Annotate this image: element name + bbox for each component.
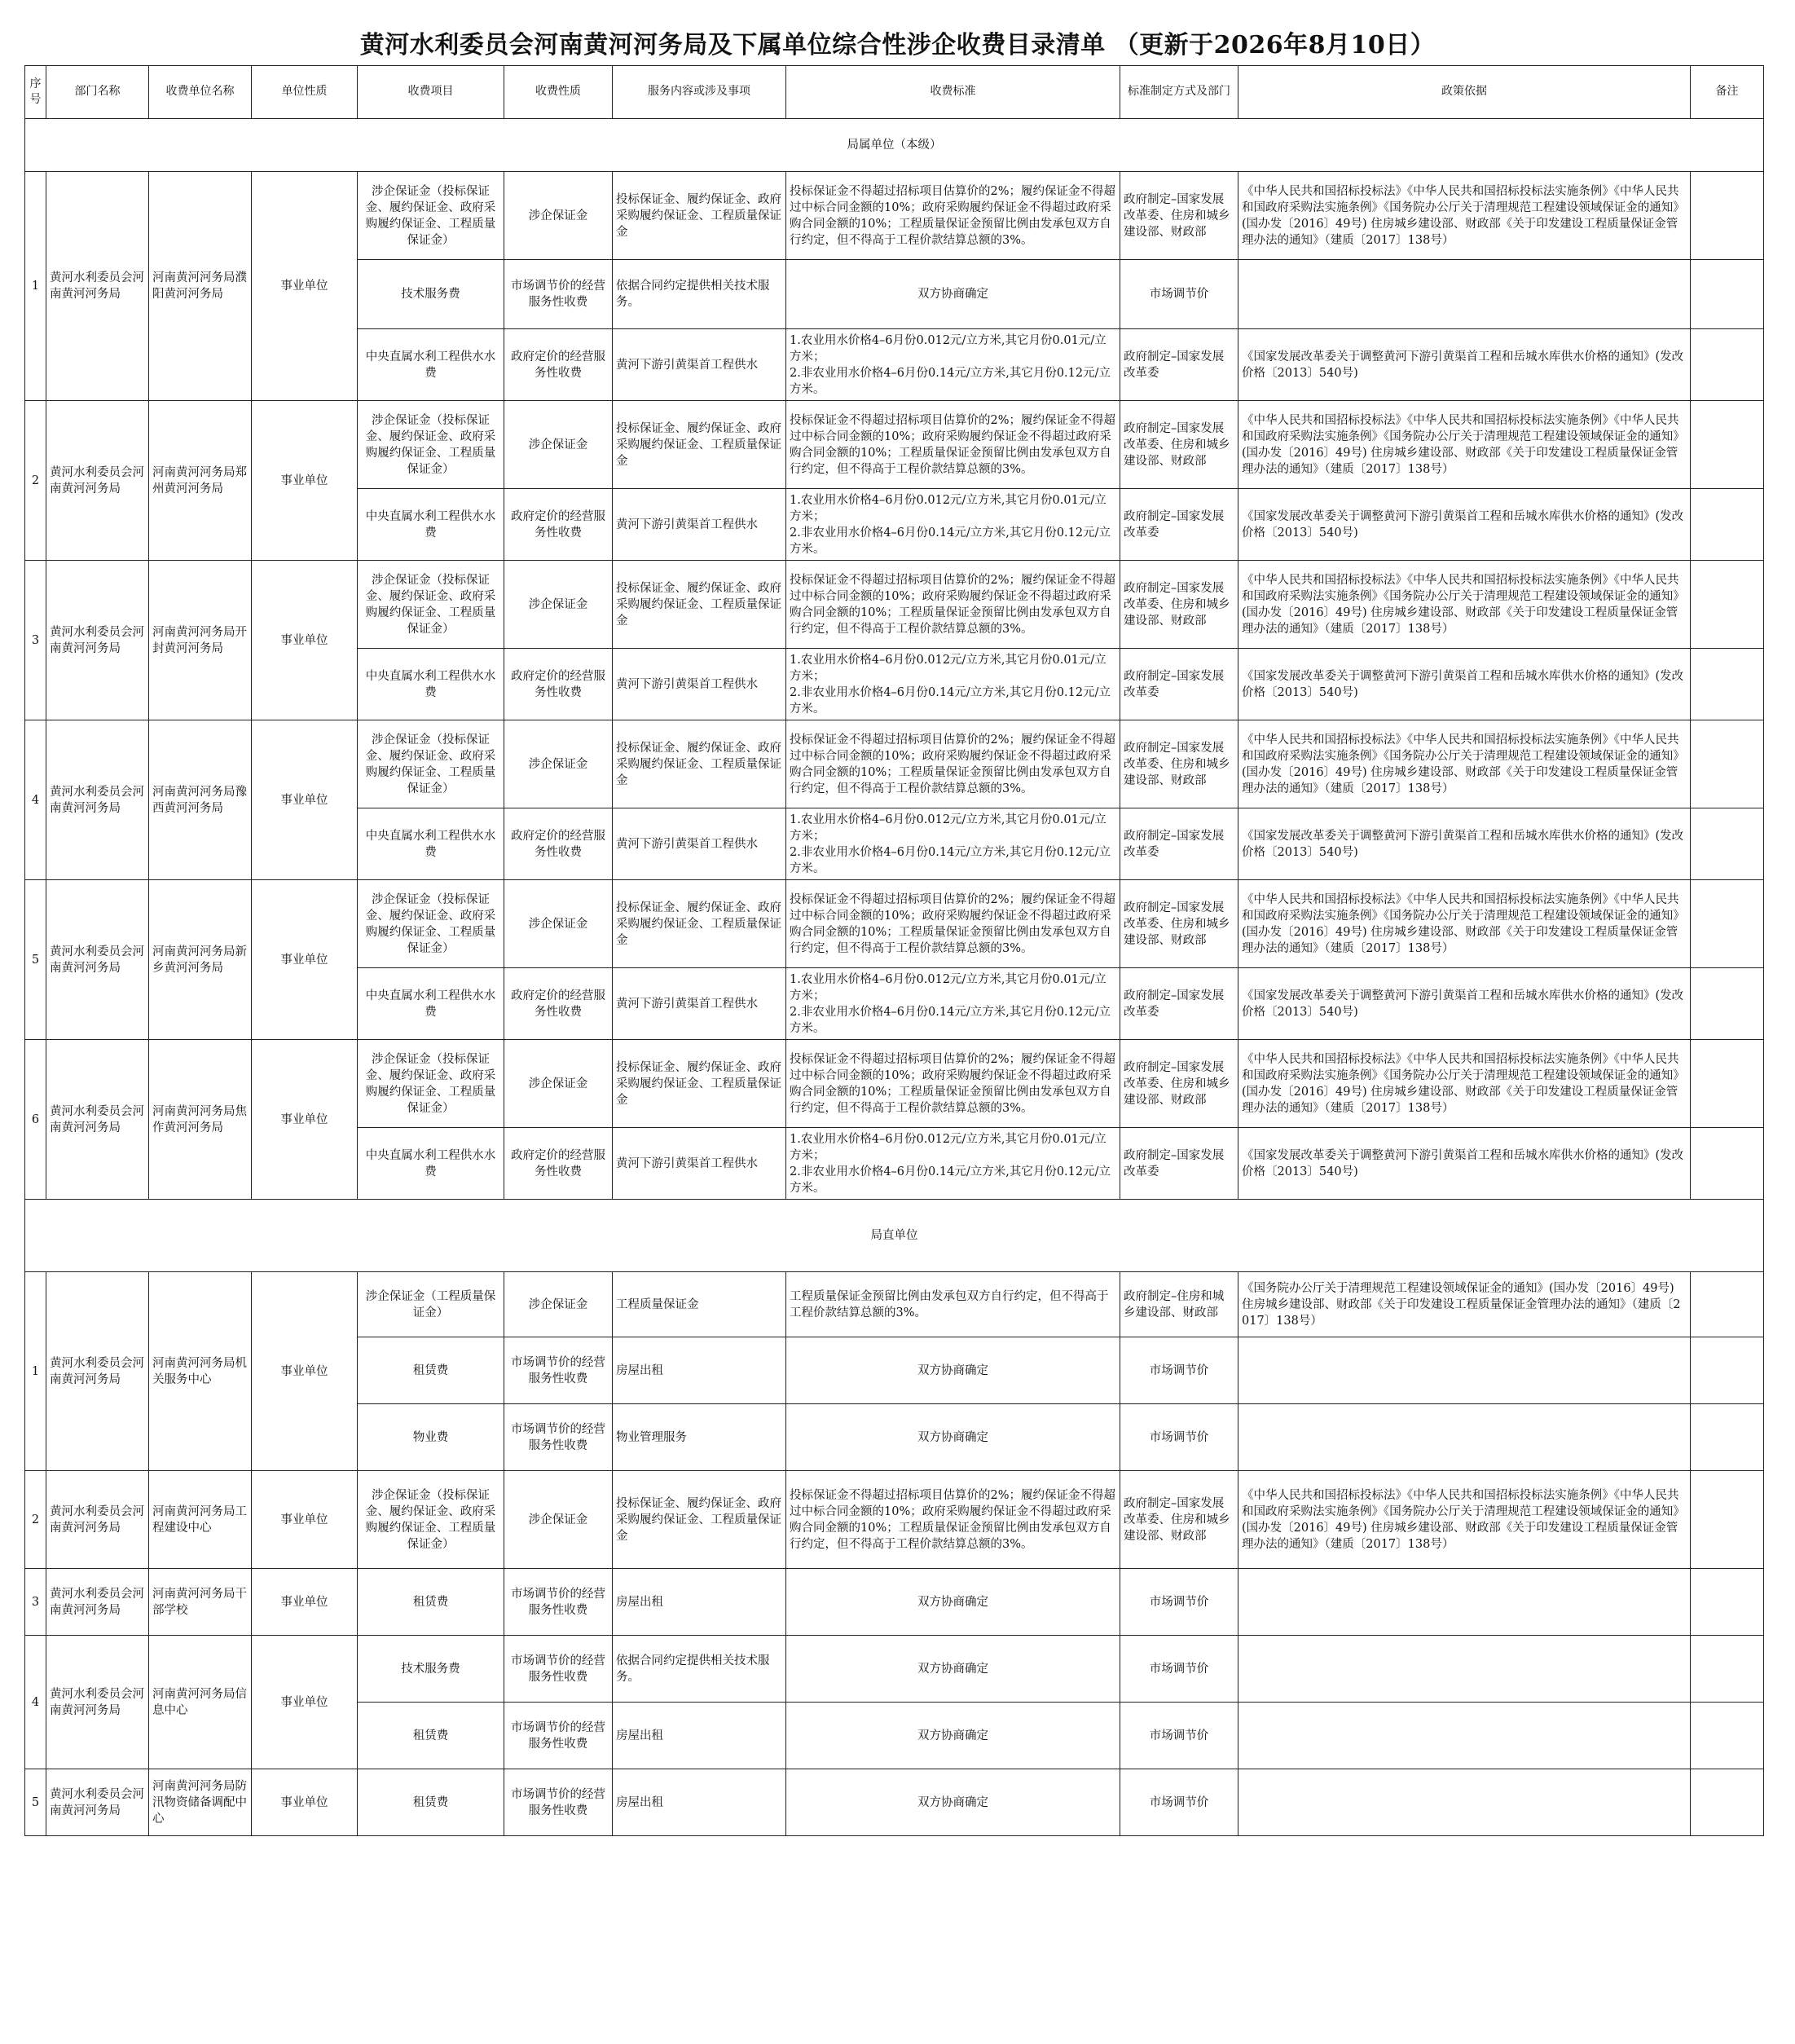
header-method: 标准制定方式及部门 bbox=[1120, 66, 1238, 119]
fee-nature: 市场调节价的经营服务性收费 bbox=[504, 1636, 613, 1703]
standard-method: 市场调节价 bbox=[1120, 1337, 1238, 1404]
remark bbox=[1691, 489, 1764, 561]
fee-standard: 1.农业用水价格4–6月份0.012元/立方米,其它月份0.01元/立方米； 2.非农业用水价格4–6月份0.14元/立方米,其它月份0.12元/立方米。 bbox=[786, 808, 1120, 880]
policy-basis: 《国家发展改革委关于调整黄河下游引黄渠首工程和岳城水库供水价格的通知》(发改价格〔2013〕540号) bbox=[1238, 808, 1691, 880]
service-content: 投标保证金、履约保证金、政府采购履约保证金、工程质量保证金 bbox=[613, 880, 786, 968]
row-number: 2 bbox=[25, 1471, 46, 1569]
fee-nature: 涉企保证金 bbox=[504, 1272, 613, 1337]
policy-basis: 《中华人民共和国招标投标法》《中华人民共和国招标投标法实施条例》《中华人民共和国政府采购法实施条例》《国务院办公厅关于清理规范工程建设领域保证金的通知》(国办发〔2016〕49号) 住房城乡建设部、财政部《关于印发建设工程质量保证金管理办法的通知》（建质〔2017〕138号） bbox=[1238, 1471, 1691, 1569]
fee-standard: 双方协商确定 bbox=[786, 1404, 1120, 1471]
standard-method: 市场调节价 bbox=[1120, 1404, 1238, 1471]
unit-nature: 事业单位 bbox=[252, 880, 358, 1040]
standard-method: 政府制定–国家发展改革委、住房和城乡建设部、财政部 bbox=[1120, 720, 1238, 808]
fee-item: 租赁费 bbox=[358, 1703, 504, 1769]
remark bbox=[1691, 329, 1764, 401]
fee-standard: 双方协商确定 bbox=[786, 1569, 1120, 1636]
header-basis: 政策依据 bbox=[1238, 66, 1691, 119]
fee-standard: 工程质量保证金预留比例由发承包双方自行约定，但不得高于工程价款结算总额的3%。 bbox=[786, 1272, 1120, 1337]
service-content: 黄河下游引黄渠首工程供水 bbox=[613, 489, 786, 561]
standard-method: 政府制定–国家发展改革委 bbox=[1120, 329, 1238, 401]
fee-item: 中央直属水利工程供水水费 bbox=[358, 968, 504, 1040]
fee-item: 租赁费 bbox=[358, 1337, 504, 1404]
fee-item: 中央直属水利工程供水水费 bbox=[358, 329, 504, 401]
remark bbox=[1691, 1569, 1764, 1636]
standard-method: 市场调节价 bbox=[1120, 1636, 1238, 1703]
remark bbox=[1691, 808, 1764, 880]
table-row bbox=[25, 561, 1764, 649]
fee-nature: 涉企保证金 bbox=[504, 401, 613, 489]
header-nature: 单位性质 bbox=[252, 66, 358, 119]
service-content: 房屋出租 bbox=[613, 1769, 786, 1836]
fee-nature: 政府定价的经营服务性收费 bbox=[504, 1128, 613, 1200]
service-content: 投标保证金、履约保证金、政府采购履约保证金、工程质量保证金 bbox=[613, 720, 786, 808]
remark bbox=[1691, 1636, 1764, 1703]
unit-name: 河南黄河河务局新乡黄河河务局 bbox=[149, 880, 252, 1040]
policy-basis: 《中华人民共和国招标投标法》《中华人民共和国招标投标法实施条例》《中华人民共和国政府采购法实施条例》《国务院办公厅关于清理规范工程建设领域保证金的通知》(国办发〔2016〕49号) 住房城乡建设部、财政部《关于印发建设工程质量保证金管理办法的通知》（建质〔2017〕138号） bbox=[1238, 401, 1691, 489]
policy-basis: 《国家发展改革委关于调整黄河下游引黄渠首工程和岳城水库供水价格的通知》(发改价格〔2013〕540号) bbox=[1238, 329, 1691, 401]
fee-item: 中央直属水利工程供水水费 bbox=[358, 649, 504, 720]
header-item: 收费项目 bbox=[358, 66, 504, 119]
dept-name: 黄河水利委员会河南黄河河务局 bbox=[46, 1569, 149, 1636]
remark bbox=[1691, 1272, 1764, 1337]
fee-standard: 投标保证金不得超过招标项目估算价的2%；履约保证金不得超过中标合同金额的10%；政府采购履约保证金不得超过政府采购合同金额的10%；工程质量保证金预留比例由发承包双方自行约定，但不得高于工程价款结算总额的3%。 bbox=[786, 172, 1120, 260]
standard-method: 政府制定–国家发展改革委 bbox=[1120, 489, 1238, 561]
policy-basis: 《中华人民共和国招标投标法》《中华人民共和国招标投标法实施条例》《中华人民共和国政府采购法实施条例》《国务院办公厅关于清理规范工程建设领域保证金的通知》(国办发〔2016〕49号) 住房城乡建设部、财政部《关于印发建设工程质量保证金管理办法的通知》（建质〔2017〕138号） bbox=[1238, 880, 1691, 968]
service-content: 房屋出租 bbox=[613, 1337, 786, 1404]
service-content: 依据合同约定提供相关技术服务。 bbox=[613, 1636, 786, 1703]
fee-nature: 市场调节价的经营服务性收费 bbox=[504, 1703, 613, 1769]
service-content: 投标保证金、履约保证金、政府采购履约保证金、工程质量保证金 bbox=[613, 561, 786, 649]
row-number: 2 bbox=[25, 401, 46, 561]
unit-name: 河南黄河河务局干部学校 bbox=[149, 1569, 252, 1636]
fee-nature: 涉企保证金 bbox=[504, 561, 613, 649]
remark bbox=[1691, 561, 1764, 649]
unit-nature: 事业单位 bbox=[252, 401, 358, 561]
unit-name: 河南黄河河务局开封黄河河务局 bbox=[149, 561, 252, 720]
fee-standard: 双方协商确定 bbox=[786, 1703, 1120, 1769]
policy-basis bbox=[1238, 1404, 1691, 1471]
standard-method: 政府制定–国家发展改革委 bbox=[1120, 1128, 1238, 1200]
unit-name: 河南黄河河务局防汛物资储备调配中心 bbox=[149, 1769, 252, 1836]
remark bbox=[1691, 1769, 1764, 1836]
unit-name: 河南黄河河务局豫西黄河河务局 bbox=[149, 720, 252, 880]
fee-nature: 涉企保证金 bbox=[504, 880, 613, 968]
remark bbox=[1691, 1128, 1764, 1200]
row-number: 1 bbox=[25, 172, 46, 401]
remark bbox=[1691, 880, 1764, 968]
header-service: 服务内容或涉及事项 bbox=[613, 66, 786, 119]
service-content: 黄河下游引黄渠首工程供水 bbox=[613, 329, 786, 401]
unit-nature: 事业单位 bbox=[252, 1040, 358, 1200]
fee-table bbox=[24, 65, 1764, 1836]
service-content: 工程质量保证金 bbox=[613, 1272, 786, 1337]
fee-item: 中央直属水利工程供水水费 bbox=[358, 808, 504, 880]
policy-basis: 《中华人民共和国招标投标法》《中华人民共和国招标投标法实施条例》《中华人民共和国政府采购法实施条例》《国务院办公厅关于清理规范工程建设领域保证金的通知》(国办发〔2016〕49号) 住房城乡建设部、财政部《关于印发建设工程质量保证金管理办法的通知》（建质〔2017〕138号） bbox=[1238, 720, 1691, 808]
row-number: 5 bbox=[25, 1769, 46, 1836]
policy-basis: 《国家发展改革委关于调整黄河下游引黄渠首工程和岳城水库供水价格的通知》(发改价格〔2013〕540号) bbox=[1238, 649, 1691, 720]
remark bbox=[1691, 1471, 1764, 1569]
row-number: 1 bbox=[25, 1272, 46, 1471]
fee-standard: 双方协商确定 bbox=[786, 1769, 1120, 1836]
policy-basis: 《国家发展改革委关于调整黄河下游引黄渠首工程和岳城水库供水价格的通知》(发改价格〔2013〕540号) bbox=[1238, 489, 1691, 561]
unit-name: 河南黄河河务局机关服务中心 bbox=[149, 1272, 252, 1471]
standard-method: 市场调节价 bbox=[1120, 1703, 1238, 1769]
unit-nature: 事业单位 bbox=[252, 1769, 358, 1836]
service-content: 物业管理服务 bbox=[613, 1404, 786, 1471]
standard-method: 政府制定–国家发展改革委、住房和城乡建设部、财政部 bbox=[1120, 561, 1238, 649]
policy-basis bbox=[1238, 1769, 1691, 1836]
standard-method: 政府制定–住房和城乡建设部、财政部 bbox=[1120, 1272, 1238, 1337]
remark bbox=[1691, 1040, 1764, 1128]
row-number: 4 bbox=[25, 720, 46, 880]
dept-name: 黄河水利委员会河南黄河河务局 bbox=[46, 880, 149, 1040]
fee-item: 租赁费 bbox=[358, 1569, 504, 1636]
fee-standard: 1.农业用水价格4–6月份0.012元/立方米,其它月份0.01元/立方米； 2.非农业用水价格4–6月份0.14元/立方米,其它月份0.12元/立方米。 bbox=[786, 489, 1120, 561]
row-number: 3 bbox=[25, 1569, 46, 1636]
header-unit: 收费单位名称 bbox=[149, 66, 252, 119]
remark bbox=[1691, 172, 1764, 260]
policy-basis: 《中华人民共和国招标投标法》《中华人民共和国招标投标法实施条例》《中华人民共和国政府采购法实施条例》《国务院办公厅关于清理规范工程建设领域保证金的通知》(国办发〔2016〕49号) 住房城乡建设部、财政部《关于印发建设工程质量保证金管理办法的通知》（建质〔2017〕138号） bbox=[1238, 561, 1691, 649]
remark bbox=[1691, 649, 1764, 720]
policy-basis bbox=[1238, 1569, 1691, 1636]
remark bbox=[1691, 1404, 1764, 1471]
service-content: 房屋出租 bbox=[613, 1569, 786, 1636]
fee-standard: 双方协商确定 bbox=[786, 1337, 1120, 1404]
header-note: 备注 bbox=[1691, 66, 1764, 119]
fee-nature: 市场调节价的经营服务性收费 bbox=[504, 1769, 613, 1836]
fee-item: 涉企保证金（投标保证金、履约保证金、政府采购履约保证金、工程质量保证金） bbox=[358, 1040, 504, 1128]
unit-nature: 事业单位 bbox=[252, 561, 358, 720]
fee-nature: 涉企保证金 bbox=[504, 720, 613, 808]
unit-name: 河南黄河河务局焦作黄河河务局 bbox=[149, 1040, 252, 1200]
table-row bbox=[25, 1272, 1764, 1337]
fee-nature: 政府定价的经营服务性收费 bbox=[504, 808, 613, 880]
row-number: 4 bbox=[25, 1636, 46, 1769]
fee-standard: 1.农业用水价格4–6月份0.012元/立方米,其它月份0.01元/立方米； 2.非农业用水价格4–6月份0.14元/立方米,其它月份0.12元/立方米。 bbox=[786, 968, 1120, 1040]
dept-name: 黄河水利委员会河南黄河河务局 bbox=[46, 172, 149, 401]
remark bbox=[1691, 260, 1764, 329]
fee-item: 租赁费 bbox=[358, 1769, 504, 1836]
header-standard: 收费标准 bbox=[786, 66, 1120, 119]
fee-item: 涉企保证金（投标保证金、履约保证金、政府采购履约保证金、工程质量保证金） bbox=[358, 720, 504, 808]
header-row bbox=[25, 66, 1764, 119]
section-label: 局直单位 bbox=[25, 1200, 1764, 1272]
policy-basis: 《国家发展改革委关于调整黄河下游引黄渠首工程和岳城水库供水价格的通知》(发改价格〔2013〕540号) bbox=[1238, 1128, 1691, 1200]
standard-method: 政府制定–国家发展改革委、住房和城乡建设部、财政部 bbox=[1120, 172, 1238, 260]
fee-item: 物业费 bbox=[358, 1404, 504, 1471]
policy-basis bbox=[1238, 260, 1691, 329]
policy-basis bbox=[1238, 1337, 1691, 1404]
standard-method: 市场调节价 bbox=[1120, 260, 1238, 329]
fee-item: 涉企保证金（投标保证金、履约保证金、政府采购履约保证金、工程质量保证金） bbox=[358, 172, 504, 260]
policy-basis bbox=[1238, 1703, 1691, 1769]
standard-method: 政府制定–国家发展改革委、住房和城乡建设部、财政部 bbox=[1120, 880, 1238, 968]
dept-name: 黄河水利委员会河南黄河河务局 bbox=[46, 1636, 149, 1769]
unit-name: 河南黄河河务局工程建设中心 bbox=[149, 1471, 252, 1569]
dept-name: 黄河水利委员会河南黄河河务局 bbox=[46, 1272, 149, 1471]
fee-nature: 涉企保证金 bbox=[504, 1471, 613, 1569]
row-number: 6 bbox=[25, 1040, 46, 1200]
fee-item: 技术服务费 bbox=[358, 260, 504, 329]
service-content: 房屋出租 bbox=[613, 1703, 786, 1769]
row-number: 5 bbox=[25, 880, 46, 1040]
fee-nature: 政府定价的经营服务性收费 bbox=[504, 649, 613, 720]
table-row bbox=[25, 1471, 1764, 1569]
table-row bbox=[25, 401, 1764, 489]
fee-standard: 投标保证金不得超过招标项目估算价的2%；履约保证金不得超过中标合同金额的10%；政府采购履约保证金不得超过政府采购合同金额的10%；工程质量保证金预留比例由发承包双方自行约定，但不得高于工程价款结算总额的3%。 bbox=[786, 1040, 1120, 1128]
unit-nature: 事业单位 bbox=[252, 1569, 358, 1636]
unit-nature: 事业单位 bbox=[252, 172, 358, 401]
service-content: 黄河下游引黄渠首工程供水 bbox=[613, 968, 786, 1040]
section-label: 局属单位（本级） bbox=[25, 119, 1764, 172]
fee-item: 涉企保证金（投标保证金、履约保证金、政府采购履约保证金、工程质量保证金） bbox=[358, 561, 504, 649]
header-dept: 部门名称 bbox=[46, 66, 149, 119]
fee-standard: 1.农业用水价格4–6月份0.012元/立方米,其它月份0.01元/立方米； 2.非农业用水价格4–6月份0.14元/立方米,其它月份0.12元/立方米。 bbox=[786, 1128, 1120, 1200]
standard-method: 政府制定–国家发展改革委 bbox=[1120, 968, 1238, 1040]
dept-name: 黄河水利委员会河南黄河河务局 bbox=[46, 1040, 149, 1200]
table-row bbox=[25, 1569, 1764, 1636]
fee-standard: 双方协商确定 bbox=[786, 260, 1120, 329]
service-content: 投标保证金、履约保证金、政府采购履约保证金、工程质量保证金 bbox=[613, 1471, 786, 1569]
fee-nature: 市场调节价的经营服务性收费 bbox=[504, 1337, 613, 1404]
standard-method: 市场调节价 bbox=[1120, 1769, 1238, 1836]
standard-method: 市场调节价 bbox=[1120, 1569, 1238, 1636]
fee-nature: 涉企保证金 bbox=[504, 1040, 613, 1128]
unit-name: 河南黄河河务局濮阳黄河河务局 bbox=[149, 172, 252, 401]
fee-nature: 政府定价的经营服务性收费 bbox=[504, 489, 613, 561]
service-content: 投标保证金、履约保证金、政府采购履约保证金、工程质量保证金 bbox=[613, 401, 786, 489]
fee-standard: 投标保证金不得超过招标项目估算价的2%；履约保证金不得超过中标合同金额的10%；政府采购履约保证金不得超过政府采购合同金额的10%；工程质量保证金预留比例由发承包双方自行约定，但不得高于工程价款结算总额的3%。 bbox=[786, 880, 1120, 968]
unit-nature: 事业单位 bbox=[252, 1272, 358, 1471]
fee-nature: 涉企保证金 bbox=[504, 172, 613, 260]
policy-basis: 《中华人民共和国招标投标法》《中华人民共和国招标投标法实施条例》《中华人民共和国政府采购法实施条例》《国务院办公厅关于清理规范工程建设领域保证金的通知》(国办发〔2016〕49号) 住房城乡建设部、财政部《关于印发建设工程质量保证金管理办法的通知》（建质〔2017〕138号） bbox=[1238, 172, 1691, 260]
policy-basis: 《国务院办公厅关于清理规范工程建设领域保证金的通知》(国办发〔2016〕49号) 住房城乡建设部、财政部《关于印发建设工程质量保证金管理办法的通知》（建质〔2017〕138号） bbox=[1238, 1272, 1691, 1337]
fee-item: 涉企保证金（投标保证金、履约保证金、政府采购履约保证金、工程质量保证金） bbox=[358, 880, 504, 968]
fee-item: 技术服务费 bbox=[358, 1636, 504, 1703]
policy-basis: 《中华人民共和国招标投标法》《中华人民共和国招标投标法实施条例》《中华人民共和国政府采购法实施条例》《国务院办公厅关于清理规范工程建设领域保证金的通知》(国办发〔2016〕49号) 住房城乡建设部、财政部《关于印发建设工程质量保证金管理办法的通知》（建质〔2017〕138号） bbox=[1238, 1040, 1691, 1128]
fee-item: 中央直属水利工程供水水费 bbox=[358, 489, 504, 561]
section-row bbox=[25, 119, 1764, 172]
fee-standard: 1.农业用水价格4–6月份0.012元/立方米,其它月份0.01元/立方米； 2.非农业用水价格4–6月份0.14元/立方米,其它月份0.12元/立方米。 bbox=[786, 329, 1120, 401]
remark bbox=[1691, 720, 1764, 808]
service-content: 黄河下游引黄渠首工程供水 bbox=[613, 649, 786, 720]
row-number: 3 bbox=[25, 561, 46, 720]
fee-item: 涉企保证金（投标保证金、履约保证金、政府采购履约保证金、工程质量保证金） bbox=[358, 401, 504, 489]
fee-standard: 投标保证金不得超过招标项目估算价的2%；履约保证金不得超过中标合同金额的10%；政府采购履约保证金不得超过政府采购合同金额的10%；工程质量保证金预留比例由发承包双方自行约定，但不得高于工程价款结算总额的3%。 bbox=[786, 401, 1120, 489]
dept-name: 黄河水利委员会河南黄河河务局 bbox=[46, 720, 149, 880]
fee-nature: 市场调节价的经营服务性收费 bbox=[504, 260, 613, 329]
fee-nature: 政府定价的经营服务性收费 bbox=[504, 329, 613, 401]
fee-standard: 投标保证金不得超过招标项目估算价的2%；履约保证金不得超过中标合同金额的10%；政府采购履约保证金不得超过政府采购合同金额的10%；工程质量保证金预留比例由发承包双方自行约定，但不得高于工程价款结算总额的3%。 bbox=[786, 720, 1120, 808]
unit-nature: 事业单位 bbox=[252, 720, 358, 880]
service-content: 投标保证金、履约保证金、政府采购履约保证金、工程质量保证金 bbox=[613, 172, 786, 260]
remark bbox=[1691, 1337, 1764, 1404]
remark bbox=[1691, 401, 1764, 489]
dept-name: 黄河水利委员会河南黄河河务局 bbox=[46, 1471, 149, 1569]
service-content: 黄河下游引黄渠首工程供水 bbox=[613, 808, 786, 880]
standard-method: 政府制定–国家发展改革委、住房和城乡建设部、财政部 bbox=[1120, 1040, 1238, 1128]
fee-standard: 投标保证金不得超过招标项目估算价的2%；履约保证金不得超过中标合同金额的10%；政府采购履约保证金不得超过政府采购合同金额的10%；工程质量保证金预留比例由发承包双方自行约定，但不得高于工程价款结算总额的3%。 bbox=[786, 1471, 1120, 1569]
table-row bbox=[25, 172, 1764, 260]
standard-method: 政府制定–国家发展改革委、住房和城乡建设部、财政部 bbox=[1120, 401, 1238, 489]
policy-basis bbox=[1238, 1636, 1691, 1703]
dept-name: 黄河水利委员会河南黄河河务局 bbox=[46, 1769, 149, 1836]
dept-name: 黄河水利委员会河南黄河河务局 bbox=[46, 401, 149, 561]
header-no: 序号 bbox=[25, 66, 46, 119]
service-content: 黄河下游引黄渠首工程供水 bbox=[613, 1128, 786, 1200]
service-content: 投标保证金、履约保证金、政府采购履约保证金、工程质量保证金 bbox=[613, 1040, 786, 1128]
fee-standard: 双方协商确定 bbox=[786, 1636, 1120, 1703]
remark bbox=[1691, 968, 1764, 1040]
dept-name: 黄河水利委员会河南黄河河务局 bbox=[46, 561, 149, 720]
fee-item: 涉企保证金（工程质量保证金） bbox=[358, 1272, 504, 1337]
fee-standard: 1.农业用水价格4–6月份0.012元/立方米,其它月份0.01元/立方米； 2.非农业用水价格4–6月份0.14元/立方米,其它月份0.12元/立方米。 bbox=[786, 649, 1120, 720]
fee-standard: 投标保证金不得超过招标项目估算价的2%；履约保证金不得超过中标合同金额的10%；政府采购履约保证金不得超过政府采购合同金额的10%；工程质量保证金预留比例由发承包双方自行约定，但不得高于工程价款结算总额的3%。 bbox=[786, 561, 1120, 649]
fee-nature: 市场调节价的经营服务性收费 bbox=[504, 1404, 613, 1471]
table-row bbox=[25, 1636, 1764, 1703]
table-row bbox=[25, 1040, 1764, 1128]
service-content: 依据合同约定提供相关技术服务。 bbox=[613, 260, 786, 329]
standard-method: 政府制定–国家发展改革委 bbox=[1120, 808, 1238, 880]
standard-method: 政府制定–国家发展改革委、住房和城乡建设部、财政部 bbox=[1120, 1471, 1238, 1569]
fee-nature: 市场调节价的经营服务性收费 bbox=[504, 1569, 613, 1636]
table-body bbox=[25, 119, 1764, 1836]
table-row bbox=[25, 880, 1764, 968]
unit-name: 河南黄河河务局信息中心 bbox=[149, 1636, 252, 1769]
fee-item: 中央直属水利工程供水水费 bbox=[358, 1128, 504, 1200]
table-row bbox=[25, 1769, 1764, 1836]
header-fee-nature: 收费性质 bbox=[504, 66, 613, 119]
unit-nature: 事业单位 bbox=[252, 1636, 358, 1769]
remark bbox=[1691, 1703, 1764, 1769]
policy-basis: 《国家发展改革委关于调整黄河下游引黄渠首工程和岳城水库供水价格的通知》(发改价格〔2013〕540号) bbox=[1238, 968, 1691, 1040]
fee-nature: 政府定价的经营服务性收费 bbox=[504, 968, 613, 1040]
unit-nature: 事业单位 bbox=[252, 1471, 358, 1569]
section-row bbox=[25, 1200, 1764, 1272]
unit-name: 河南黄河河务局郑州黄河河务局 bbox=[149, 401, 252, 561]
page-title: 黄河水利委员会河南黄河河务局及下属单位综合性涉企收费目录清单 （更新于2026年8月10日） bbox=[359, 31, 1436, 59]
fee-item: 涉企保证金（投标保证金、履约保证金、政府采购履约保证金、工程质量保证金） bbox=[358, 1471, 504, 1569]
table-row bbox=[25, 720, 1764, 808]
standard-method: 政府制定–国家发展改革委 bbox=[1120, 649, 1238, 720]
